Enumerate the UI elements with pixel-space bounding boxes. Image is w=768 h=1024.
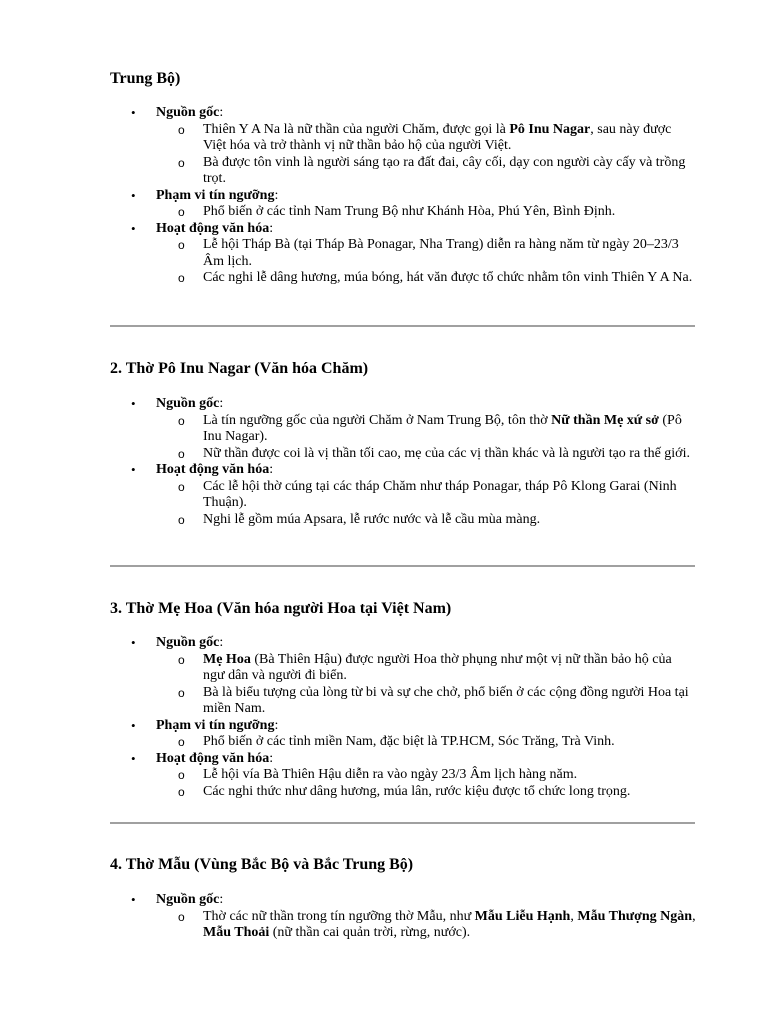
section-list [0,892,696,942]
sublist-item: o Phổ biến ở các tỉnh miền Nam, đặc biệt là TP.HCM, Sóc Trăng, Trà Vinh. [156,734,696,751]
sublist-scope [156,734,696,751]
sublist-item: o Thờ các nữ thần trong tín ngưỡng thờ Mẫu, như Mẫu Liễu Hạnh, Mẫu Thượng Ngàn, Mẫu Thoải (nữ thần cai quản trời, rừng, nước). [156,909,696,942]
label-activity: Hoạt động văn hóa [156,220,270,236]
list-item-activity: • Hoạt động văn hóa: o Các lễ hội thờ cúng tại các tháp Chăm như tháp Ponagar, tháp Pô Klong Garai (Ninh Thuận). o Nghi lễ gồm múa Apsara, lễ rước nước và lễ cầu mùa màng. [0,462,696,528]
list-item-origin: • Nguồn gốc: o Mẹ Hoa (Bà Thiên Hậu) được người Hoa thờ phụng như một vị nữ thần bảo hộ của ngư dân và người đi biển. o Bà là biểu tượng của lòng từ bi và sự che chở, phổ biến ở các cộng đồng người Hoa tại miền Nam. [0,635,696,718]
list-item-origin: • Nguồn gốc: o Thiên Y A Na là nữ thần của người Chăm, được gọi là Pô Inu Nagar, sau này được Việt hóa và trở thành vị nữ thần bảo hộ của người Việt. o Bà được tôn vinh là người sáng tạo ra đất đai, cây cối, dạy con người cày cấy và trồng trọt. [0,105,696,188]
sublist-item: o Các nghi thức như dâng hương, múa lân, rước kiệu được tổ chức long trọng. [156,784,696,801]
sublist-scope [156,204,696,221]
label-scope: Phạm vi tín ngưỡng [156,717,275,733]
section-heading: 3. Thờ Mẹ Hoa (Văn hóa người Hoa tại Việt Nam) [110,600,452,617]
list-item-activity: • Hoạt động văn hóa: o Lễ hội vía Bà Thiên Hậu diễn ra vào ngày 23/3 Âm lịch hàng năm. o Các nghi thức như dâng hương, múa lân, rước kiệu được tổ chức long trọng. [0,751,696,801]
sublist-activity [156,479,696,529]
label-activity: Hoạt động văn hóa [156,750,270,766]
section-heading-continued: Trung Bộ) [110,70,181,87]
sublist-item: o Lễ hội vía Bà Thiên Hậu diễn ra vào ngày 23/3 Âm lịch hàng năm. [156,767,696,784]
sublist-item: o Là tín ngưỡng gốc của người Chăm ở Nam Trung Bộ, tôn thờ Nữ thần Mẹ xứ sở (Pô Inu Nagar). [156,413,696,446]
horizontal-divider [110,565,695,567]
horizontal-divider [110,325,695,327]
label-origin: Nguồn gốc [156,892,220,907]
sublist-item: o Mẹ Hoa (Bà Thiên Hậu) được người Hoa thờ phụng như một vị nữ thần bảo hộ của ngư dân và người đi biển. [156,652,696,685]
section-list [0,396,696,528]
list-item-scope: • Phạm vi tín ngưỡng: o Phổ biến ở các tỉnh Nam Trung Bộ như Khánh Hòa, Phú Yên, Bình Định. [0,188,696,221]
sublist-item: o Lễ hội Tháp Bà (tại Tháp Bà Ponagar, Nha Trang) diễn ra hàng năm từ ngày 20–23/3 Âm lịch. [156,237,696,270]
section-heading: 2. Thờ Pô Inu Nagar (Văn hóa Chăm) [110,360,369,377]
label-scope: Phạm vi tín ngưỡng [156,187,275,203]
horizontal-divider [110,822,695,824]
label-origin: Nguồn gốc [156,105,220,120]
sublist-activity [156,767,696,800]
sublist-item: o Nữ thần được coi là vị thần tối cao, mẹ của các vị thần khác và là người tạo ra thế giới. [156,446,696,463]
list-item-scope: • Phạm vi tín ngưỡng: o Phổ biến ở các tỉnh miền Nam, đặc biệt là TP.HCM, Sóc Trăng, Trà Vinh. [0,718,696,751]
sublist-origin [156,122,696,188]
sublist-item: o Thiên Y A Na là nữ thần của người Chăm, được gọi là Pô Inu Nagar, sau này được Việt hóa và trở thành vị nữ thần bảo hộ của người Việt. [156,122,696,155]
sublist-item: o Bà được tôn vinh là người sáng tạo ra đất đai, cây cối, dạy con người cày cấy và trồng trọt. [156,155,696,188]
label-activity: Hoạt động văn hóa [156,462,270,477]
list-item-origin: • Nguồn gốc: o Là tín ngưỡng gốc của người Chăm ở Nam Trung Bộ, tôn thờ Nữ thần Mẹ xứ sở (Pô Inu Nagar). o Nữ thần được coi là vị thần tối cao, mẹ của các vị thần khác và là người tạo ra thế giới. [0,396,696,462]
sublist-item: o Các lễ hội thờ cúng tại các tháp Chăm như tháp Ponagar, tháp Pô Klong Garai (Ninh Thuận). [156,479,696,512]
section-list [0,635,696,800]
label-origin: Nguồn gốc [156,635,220,650]
sublist-item: o Nghi lễ gồm múa Apsara, lễ rước nước và lễ cầu mùa màng. [156,512,696,529]
section-list [0,105,696,287]
sublist-item: o Bà là biểu tượng của lòng từ bi và sự che chở, phổ biến ở các cộng đồng người Hoa tại miền Nam. [156,685,696,718]
label-origin: Nguồn gốc [156,396,220,411]
section-heading: 4. Thờ Mẫu (Vùng Bắc Bộ và Bắc Trung Bộ) [110,856,414,873]
sublist-activity [156,237,696,287]
sublist-item: o Các nghi lễ dâng hương, múa bóng, hát văn được tổ chức nhằm tôn vinh Thiên Y A Na. [156,270,696,287]
list-item-activity: • Hoạt động văn hóa: o Lễ hội Tháp Bà (tại Tháp Bà Ponagar, Nha Trang) diễn ra hàng năm từ ngày 20–23/3 Âm lịch. o Các nghi lễ dâng hương, múa bóng, hát văn được tổ chức nhằm tôn vinh Thiên Y A Na. [0,221,696,287]
sublist-origin [156,413,696,463]
sublist-item: o Phổ biến ở các tỉnh Nam Trung Bộ như Khánh Hòa, Phú Yên, Bình Định. [156,204,696,221]
sublist-origin [156,909,696,942]
list-item-origin: • Nguồn gốc: o Thờ các nữ thần trong tín ngưỡng thờ Mẫu, như Mẫu Liễu Hạnh, Mẫu Thượng Ngàn, Mẫu Thoải (nữ thần cai quản trời, rừng, nước). [0,892,696,942]
sublist-origin [156,652,696,718]
